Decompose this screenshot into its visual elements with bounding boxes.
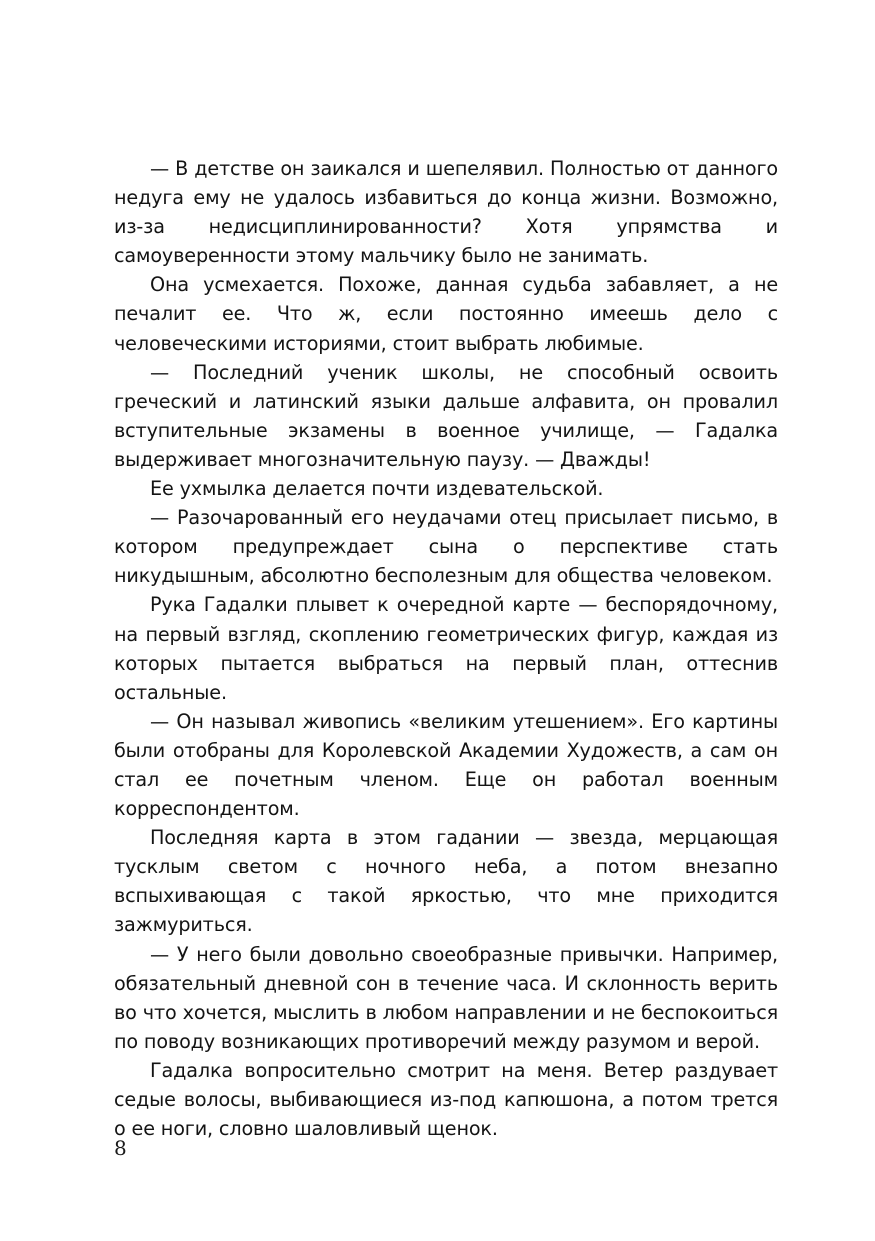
paragraph-7: — Он называл живопись «великим утешением». Его картины были отобраны для Королевской Академии Художеств, а сам он стал ее почетным членом. Еще он работал военным корреспондентом. xyxy=(114,709,778,821)
paragraph-8: Последняя карта в этом гадании — звезда, мерцающая тусклым светом с ночного неба, а потом внезапно вспыхивающая с такой яркостью, что мне приходится зажмуриться. xyxy=(114,826,778,937)
paragraph-10: Гадалка вопросительно смотрит на меня. Ветер раздувает седые волосы, выбивающиеся из-под капюшона, а потом трется о ее ноги, словно шаловливый щенок. xyxy=(114,1058,778,1141)
paragraph-9: — У него были довольно своеобразные привычки. Например, обязательный дневной сон в течение часа. И склонность верить во что хочется, мыслить в любом направлении и не беспокоиться по поводу возникающих противоречий между разумом и верой. xyxy=(114,942,778,1053)
paragraph-5: — Разочарованный его неудачами отец присылает письмо, в котором предупреждает сына о перспективе стать никудышным, абсолютно бесполезным для общества человеком. xyxy=(114,506,778,588)
paragraph-4: Ее ухмылка делается почти издевательской. xyxy=(150,477,604,501)
paragraph-1: — В детстве он заикался и шепелявил. Полностью от данного недуга ему не удалось избавиться до конца жизни. Возможно, из-за недисциплинированности? Хотя упрямства и самоуверенности этому мальчику было не занимать. xyxy=(114,157,778,268)
paragraph-2: Она усмехается. Похоже, данная судьба забавляет, а не печалит ее. Что ж, если постоянно имеешь дело с человеческими историями, стоит выбрать любимые. xyxy=(114,273,778,355)
book-page-body xyxy=(114,154,778,1143)
paragraph-6: Рука Гадалки плывет к очередной карте — беспорядочному, на первый взгляд, скоплению геометрических фигур, каждая из которых пытается выбраться на первый план, оттеснив остальные. xyxy=(114,593,778,704)
page-number: 8 xyxy=(114,1136,127,1160)
paragraph-3: — Последний ученик школы, не способный освоить греческий и латинский языки дальше алфавита, он провалил вступительные экзамены в военное училище, — Гадалка выдерживает многозначительную паузу. — Дважды! xyxy=(114,360,778,471)
